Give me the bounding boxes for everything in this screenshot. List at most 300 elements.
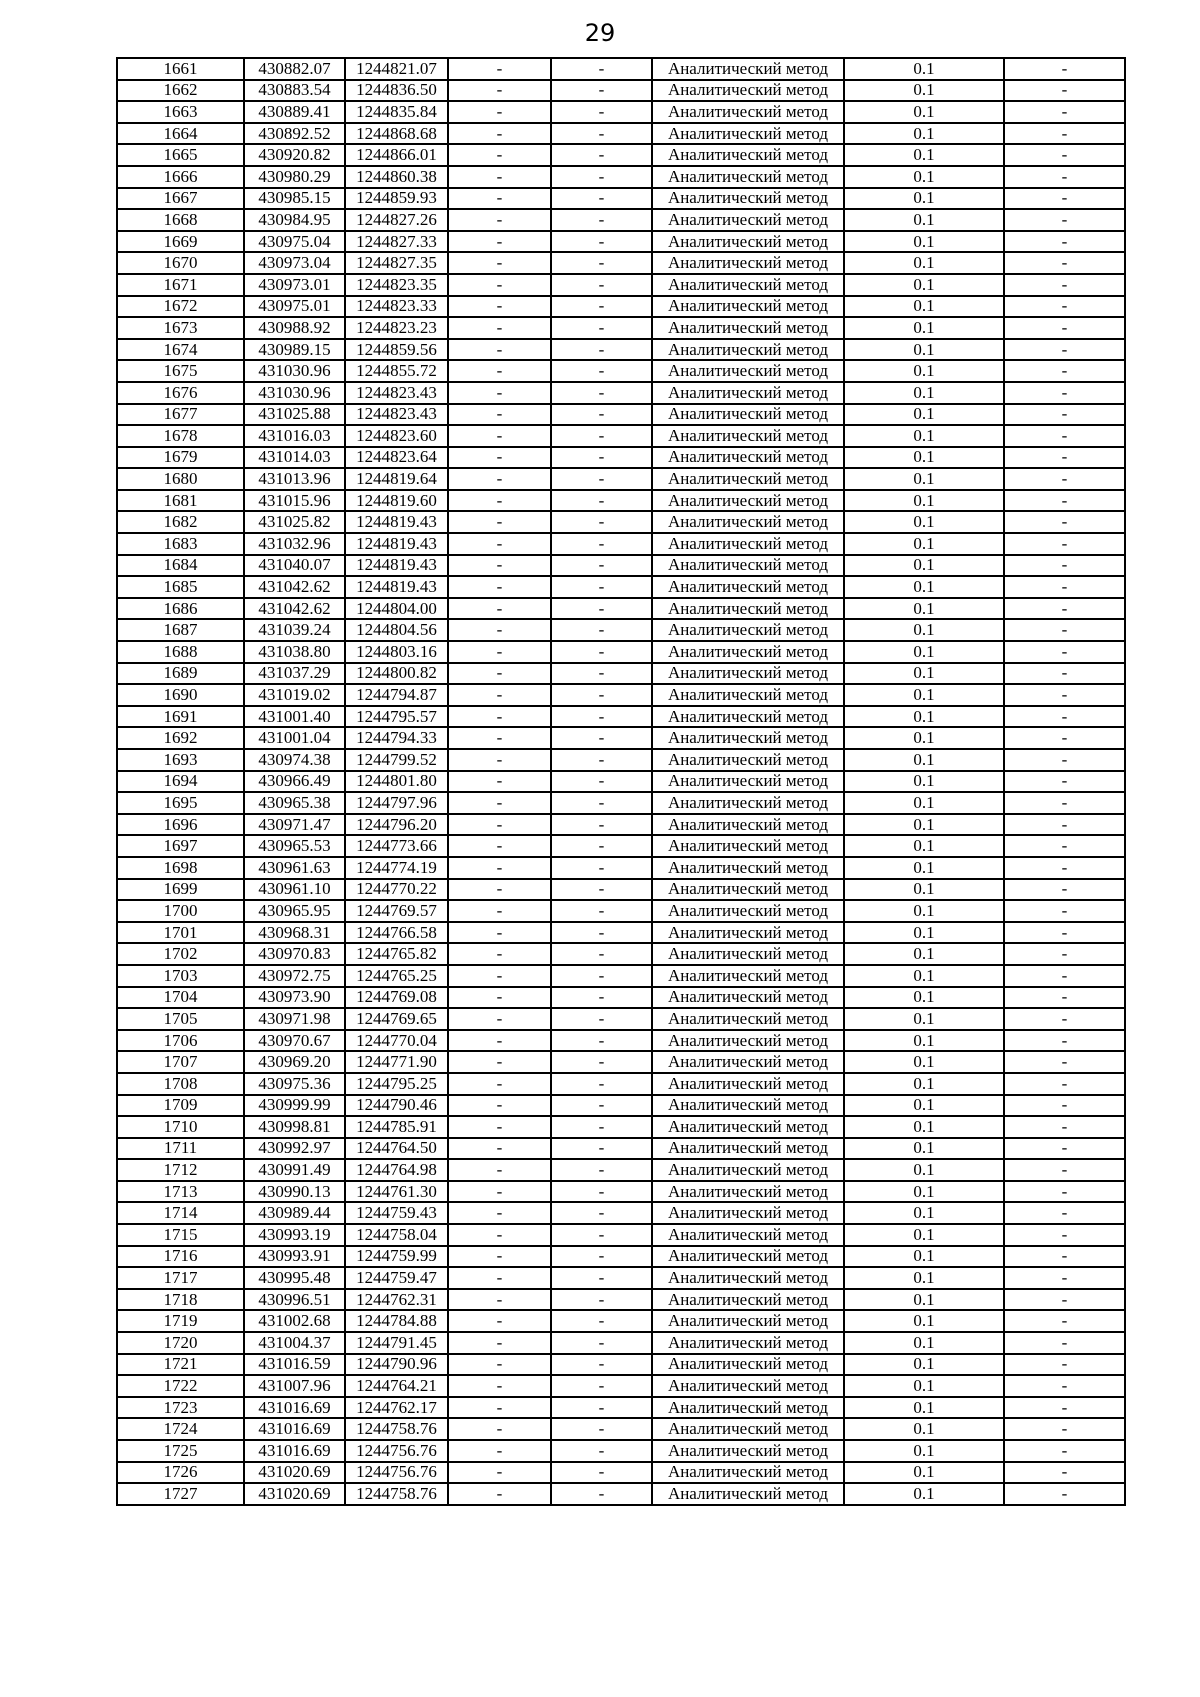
empty-value-cell: - — [1004, 1289, 1125, 1311]
table-row — [117, 1181, 1125, 1203]
empty-value-cell: - — [551, 360, 652, 382]
x-coordinate-cell: 430883.54 — [244, 80, 345, 102]
point-number-cell: 1664 — [117, 123, 244, 145]
y-coordinate-cell: 1244761.30 — [345, 1181, 448, 1203]
method-cell: Аналитический метод — [652, 1418, 844, 1440]
empty-value-cell: - — [1004, 1267, 1125, 1289]
y-coordinate-cell: 1244801.80 — [345, 771, 448, 793]
accuracy-cell: 0.1 — [844, 468, 1004, 490]
empty-value-cell: - — [448, 317, 551, 339]
empty-value-cell: - — [551, 857, 652, 879]
method-cell: Аналитический метод — [652, 490, 844, 512]
x-coordinate-cell: 430998.81 — [244, 1116, 345, 1138]
empty-value-cell: - — [551, 447, 652, 469]
y-coordinate-cell: 1244823.60 — [345, 425, 448, 447]
x-coordinate-cell: 430990.13 — [244, 1181, 345, 1203]
method-cell: Аналитический метод — [652, 684, 844, 706]
empty-value-cell: - — [1004, 684, 1125, 706]
empty-value-cell: - — [448, 360, 551, 382]
accuracy-cell: 0.1 — [844, 1332, 1004, 1354]
empty-value-cell: - — [1004, 879, 1125, 901]
method-cell: Аналитический метод — [652, 1095, 844, 1117]
method-cell: Аналитический метод — [652, 1030, 844, 1052]
empty-value-cell: - — [1004, 1181, 1125, 1203]
empty-value-cell: - — [551, 209, 652, 231]
accuracy-cell: 0.1 — [844, 1310, 1004, 1332]
x-coordinate-cell: 430984.95 — [244, 209, 345, 231]
x-coordinate-cell: 430973.90 — [244, 987, 345, 1009]
table-row — [117, 317, 1125, 339]
method-cell: Аналитический метод — [652, 1310, 844, 1332]
empty-value-cell: - — [448, 1397, 551, 1419]
y-coordinate-cell: 1244819.43 — [345, 511, 448, 533]
empty-value-cell: - — [448, 339, 551, 361]
empty-value-cell: - — [1004, 835, 1125, 857]
method-cell: Аналитический метод — [652, 576, 844, 598]
y-coordinate-cell: 1244819.43 — [345, 533, 448, 555]
table-row — [117, 684, 1125, 706]
empty-value-cell: - — [448, 619, 551, 641]
x-coordinate-cell: 431030.96 — [244, 382, 345, 404]
method-cell: Аналитический метод — [652, 80, 844, 102]
empty-value-cell: - — [1004, 1418, 1125, 1440]
y-coordinate-cell: 1244797.96 — [345, 792, 448, 814]
point-number-cell: 1714 — [117, 1202, 244, 1224]
point-number-cell: 1718 — [117, 1289, 244, 1311]
table-row — [117, 555, 1125, 577]
accuracy-cell: 0.1 — [844, 533, 1004, 555]
page-number: 29 — [584, 19, 616, 47]
point-number-cell: 1719 — [117, 1310, 244, 1332]
method-cell: Аналитический метод — [652, 339, 844, 361]
point-number-cell: 1689 — [117, 663, 244, 685]
empty-value-cell: - — [448, 684, 551, 706]
x-coordinate-cell: 431025.82 — [244, 511, 345, 533]
y-coordinate-cell: 1244758.04 — [345, 1224, 448, 1246]
accuracy-cell: 0.1 — [844, 404, 1004, 426]
table-row — [117, 576, 1125, 598]
method-cell: Аналитический метод — [652, 1224, 844, 1246]
empty-value-cell: - — [551, 166, 652, 188]
x-coordinate-cell: 430993.91 — [244, 1246, 345, 1268]
method-cell: Аналитический метод — [652, 231, 844, 253]
accuracy-cell: 0.1 — [844, 425, 1004, 447]
accuracy-cell: 0.1 — [844, 123, 1004, 145]
empty-value-cell: - — [448, 58, 551, 80]
method-cell: Аналитический метод — [652, 555, 844, 577]
accuracy-cell: 0.1 — [844, 231, 1004, 253]
y-coordinate-cell: 1244821.07 — [345, 58, 448, 80]
empty-value-cell: - — [1004, 1030, 1125, 1052]
y-coordinate-cell: 1244791.45 — [345, 1332, 448, 1354]
x-coordinate-cell: 431016.59 — [244, 1354, 345, 1376]
y-coordinate-cell: 1244819.43 — [345, 555, 448, 577]
point-number-cell: 1672 — [117, 296, 244, 318]
table-row — [117, 1354, 1125, 1376]
empty-value-cell: - — [551, 1202, 652, 1224]
y-coordinate-cell: 1244770.22 — [345, 879, 448, 901]
x-coordinate-cell: 430882.07 — [244, 58, 345, 80]
empty-value-cell: - — [448, 209, 551, 231]
table-row — [117, 101, 1125, 123]
empty-value-cell: - — [448, 188, 551, 210]
empty-value-cell: - — [1004, 296, 1125, 318]
empty-value-cell: - — [551, 706, 652, 728]
empty-value-cell: - — [448, 511, 551, 533]
empty-value-cell: - — [448, 576, 551, 598]
empty-value-cell: - — [1004, 1440, 1125, 1462]
method-cell: Аналитический метод — [652, 209, 844, 231]
y-coordinate-cell: 1244794.33 — [345, 727, 448, 749]
empty-value-cell: - — [448, 1440, 551, 1462]
empty-value-cell: - — [1004, 123, 1125, 145]
empty-value-cell: - — [551, 511, 652, 533]
empty-value-cell: - — [551, 1267, 652, 1289]
x-coordinate-cell: 430988.92 — [244, 317, 345, 339]
empty-value-cell: - — [448, 1289, 551, 1311]
accuracy-cell: 0.1 — [844, 987, 1004, 1009]
method-cell: Аналитический метод — [652, 1181, 844, 1203]
accuracy-cell: 0.1 — [844, 1138, 1004, 1160]
y-coordinate-cell: 1244794.87 — [345, 684, 448, 706]
table-row — [117, 1483, 1125, 1505]
point-number-cell: 1696 — [117, 814, 244, 836]
x-coordinate-cell: 430991.49 — [244, 1159, 345, 1181]
y-coordinate-cell: 1244827.35 — [345, 252, 448, 274]
point-number-cell: 1683 — [117, 533, 244, 555]
x-coordinate-cell: 431016.03 — [244, 425, 345, 447]
y-coordinate-cell: 1244764.50 — [345, 1138, 448, 1160]
accuracy-cell: 0.1 — [844, 1008, 1004, 1030]
empty-value-cell: - — [448, 900, 551, 922]
empty-value-cell: - — [551, 101, 652, 123]
empty-value-cell: - — [551, 1051, 652, 1073]
accuracy-cell: 0.1 — [844, 296, 1004, 318]
table-row — [117, 1267, 1125, 1289]
empty-value-cell: - — [551, 1224, 652, 1246]
x-coordinate-cell: 431020.69 — [244, 1483, 345, 1505]
y-coordinate-cell: 1244804.00 — [345, 598, 448, 620]
accuracy-cell: 0.1 — [844, 619, 1004, 641]
x-coordinate-cell: 431025.88 — [244, 404, 345, 426]
accuracy-cell: 0.1 — [844, 1116, 1004, 1138]
method-cell: Аналитический метод — [652, 771, 844, 793]
empty-value-cell: - — [448, 965, 551, 987]
empty-value-cell: - — [551, 1418, 652, 1440]
empty-value-cell: - — [448, 1030, 551, 1052]
method-cell: Аналитический метод — [652, 1440, 844, 1462]
point-number-cell: 1691 — [117, 706, 244, 728]
point-number-cell: 1682 — [117, 511, 244, 533]
y-coordinate-cell: 1244785.91 — [345, 1116, 448, 1138]
table-row — [117, 1138, 1125, 1160]
method-cell: Аналитический метод — [652, 835, 844, 857]
empty-value-cell: - — [1004, 663, 1125, 685]
x-coordinate-cell: 430969.20 — [244, 1051, 345, 1073]
y-coordinate-cell: 1244819.43 — [345, 576, 448, 598]
y-coordinate-cell: 1244795.25 — [345, 1073, 448, 1095]
table-row — [117, 1462, 1125, 1484]
empty-value-cell: - — [448, 749, 551, 771]
method-cell: Аналитический метод — [652, 1159, 844, 1181]
method-cell: Аналитический метод — [652, 663, 844, 685]
empty-value-cell: - — [1004, 166, 1125, 188]
empty-value-cell: - — [551, 1095, 652, 1117]
empty-value-cell: - — [551, 987, 652, 1009]
empty-value-cell: - — [448, 555, 551, 577]
empty-value-cell: - — [551, 663, 652, 685]
empty-value-cell: - — [448, 1332, 551, 1354]
x-coordinate-cell: 430989.44 — [244, 1202, 345, 1224]
empty-value-cell: - — [1004, 900, 1125, 922]
y-coordinate-cell: 1244866.01 — [345, 144, 448, 166]
empty-value-cell: - — [551, 1008, 652, 1030]
method-cell: Аналитический метод — [652, 188, 844, 210]
method-cell: Аналитический метод — [652, 1202, 844, 1224]
accuracy-cell: 0.1 — [844, 490, 1004, 512]
method-cell: Аналитический метод — [652, 101, 844, 123]
empty-value-cell: - — [1004, 576, 1125, 598]
x-coordinate-cell: 430965.38 — [244, 792, 345, 814]
empty-value-cell: - — [448, 1354, 551, 1376]
point-number-cell: 1688 — [117, 641, 244, 663]
table-row — [117, 1224, 1125, 1246]
empty-value-cell: - — [551, 684, 652, 706]
y-coordinate-cell: 1244823.23 — [345, 317, 448, 339]
empty-value-cell: - — [551, 922, 652, 944]
point-number-cell: 1673 — [117, 317, 244, 339]
empty-value-cell: - — [551, 1246, 652, 1268]
x-coordinate-cell: 431001.40 — [244, 706, 345, 728]
y-coordinate-cell: 1244765.25 — [345, 965, 448, 987]
method-cell: Аналитический метод — [652, 1246, 844, 1268]
empty-value-cell: - — [551, 598, 652, 620]
accuracy-cell: 0.1 — [844, 1051, 1004, 1073]
point-number-cell: 1725 — [117, 1440, 244, 1462]
empty-value-cell: - — [448, 1375, 551, 1397]
empty-value-cell: - — [1004, 425, 1125, 447]
method-cell: Аналитический метод — [652, 1483, 844, 1505]
empty-value-cell: - — [551, 1397, 652, 1419]
point-number-cell: 1669 — [117, 231, 244, 253]
empty-value-cell: - — [448, 296, 551, 318]
y-coordinate-cell: 1244804.56 — [345, 619, 448, 641]
empty-value-cell: - — [551, 1159, 652, 1181]
empty-value-cell: - — [448, 835, 551, 857]
point-number-cell: 1724 — [117, 1418, 244, 1440]
empty-value-cell: - — [448, 231, 551, 253]
x-coordinate-cell: 431030.96 — [244, 360, 345, 382]
x-coordinate-cell: 430980.29 — [244, 166, 345, 188]
accuracy-cell: 0.1 — [844, 1159, 1004, 1181]
empty-value-cell: - — [1004, 144, 1125, 166]
method-cell: Аналитический метод — [652, 641, 844, 663]
table-row — [117, 771, 1125, 793]
y-coordinate-cell: 1244868.68 — [345, 123, 448, 145]
y-coordinate-cell: 1244758.76 — [345, 1483, 448, 1505]
point-number-cell: 1667 — [117, 188, 244, 210]
empty-value-cell: - — [448, 663, 551, 685]
table-row — [117, 1397, 1125, 1419]
y-coordinate-cell: 1244790.46 — [345, 1095, 448, 1117]
empty-value-cell: - — [551, 1116, 652, 1138]
coordinates-table — [116, 57, 1126, 1506]
empty-value-cell: - — [448, 1116, 551, 1138]
empty-value-cell: - — [448, 1073, 551, 1095]
x-coordinate-cell: 430965.53 — [244, 835, 345, 857]
x-coordinate-cell: 430993.19 — [244, 1224, 345, 1246]
table-row — [117, 641, 1125, 663]
accuracy-cell: 0.1 — [844, 706, 1004, 728]
accuracy-cell: 0.1 — [844, 101, 1004, 123]
table-body — [117, 58, 1125, 1505]
method-cell: Аналитический метод — [652, 425, 844, 447]
empty-value-cell: - — [1004, 274, 1125, 296]
empty-value-cell: - — [551, 404, 652, 426]
table-row — [117, 425, 1125, 447]
method-cell: Аналитический метод — [652, 252, 844, 274]
empty-value-cell: - — [448, 1181, 551, 1203]
x-coordinate-cell: 431040.07 — [244, 555, 345, 577]
table-row — [117, 447, 1125, 469]
empty-value-cell: - — [551, 943, 652, 965]
empty-value-cell: - — [551, 771, 652, 793]
accuracy-cell: 0.1 — [844, 1418, 1004, 1440]
empty-value-cell: - — [1004, 533, 1125, 555]
method-cell: Аналитический метод — [652, 1332, 844, 1354]
point-number-cell: 1716 — [117, 1246, 244, 1268]
empty-value-cell: - — [1004, 339, 1125, 361]
y-coordinate-cell: 1244784.88 — [345, 1310, 448, 1332]
y-coordinate-cell: 1244836.50 — [345, 80, 448, 102]
point-number-cell: 1671 — [117, 274, 244, 296]
empty-value-cell: - — [1004, 1397, 1125, 1419]
empty-value-cell: - — [1004, 965, 1125, 987]
method-cell: Аналитический метод — [652, 1462, 844, 1484]
x-coordinate-cell: 430961.63 — [244, 857, 345, 879]
point-number-cell: 1668 — [117, 209, 244, 231]
point-number-cell: 1679 — [117, 447, 244, 469]
method-cell: Аналитический метод — [652, 1008, 844, 1030]
y-coordinate-cell: 1244803.16 — [345, 641, 448, 663]
y-coordinate-cell: 1244859.93 — [345, 188, 448, 210]
method-cell: Аналитический метод — [652, 360, 844, 382]
accuracy-cell: 0.1 — [844, 943, 1004, 965]
empty-value-cell: - — [448, 404, 551, 426]
accuracy-cell: 0.1 — [844, 792, 1004, 814]
empty-value-cell: - — [448, 490, 551, 512]
x-coordinate-cell: 430970.67 — [244, 1030, 345, 1052]
empty-value-cell: - — [448, 1483, 551, 1505]
x-coordinate-cell: 430889.41 — [244, 101, 345, 123]
empty-value-cell: - — [1004, 922, 1125, 944]
accuracy-cell: 0.1 — [844, 965, 1004, 987]
accuracy-cell: 0.1 — [844, 1267, 1004, 1289]
y-coordinate-cell: 1244759.47 — [345, 1267, 448, 1289]
point-number-cell: 1663 — [117, 101, 244, 123]
table-row — [117, 1418, 1125, 1440]
x-coordinate-cell: 430975.04 — [244, 231, 345, 253]
y-coordinate-cell: 1244769.65 — [345, 1008, 448, 1030]
point-number-cell: 1681 — [117, 490, 244, 512]
accuracy-cell: 0.1 — [844, 879, 1004, 901]
y-coordinate-cell: 1244756.76 — [345, 1440, 448, 1462]
accuracy-cell: 0.1 — [844, 857, 1004, 879]
x-coordinate-cell: 431042.62 — [244, 598, 345, 620]
table-row — [117, 1095, 1125, 1117]
y-coordinate-cell: 1244823.64 — [345, 447, 448, 469]
y-coordinate-cell: 1244819.60 — [345, 490, 448, 512]
table-row — [117, 296, 1125, 318]
y-coordinate-cell: 1244790.96 — [345, 1354, 448, 1376]
empty-value-cell: - — [448, 533, 551, 555]
empty-value-cell: - — [551, 835, 652, 857]
empty-value-cell: - — [1004, 468, 1125, 490]
empty-value-cell: - — [1004, 490, 1125, 512]
x-coordinate-cell: 430972.75 — [244, 965, 345, 987]
table-row — [117, 58, 1125, 80]
y-coordinate-cell: 1244764.98 — [345, 1159, 448, 1181]
accuracy-cell: 0.1 — [844, 382, 1004, 404]
empty-value-cell: - — [1004, 360, 1125, 382]
method-cell: Аналитический метод — [652, 814, 844, 836]
x-coordinate-cell: 430973.04 — [244, 252, 345, 274]
empty-value-cell: - — [1004, 1354, 1125, 1376]
empty-value-cell: - — [1004, 619, 1125, 641]
method-cell: Аналитический метод — [652, 58, 844, 80]
point-number-cell: 1675 — [117, 360, 244, 382]
empty-value-cell: - — [448, 1202, 551, 1224]
empty-value-cell: - — [1004, 1332, 1125, 1354]
empty-value-cell: - — [551, 296, 652, 318]
empty-value-cell: - — [448, 987, 551, 1009]
method-cell: Аналитический метод — [652, 857, 844, 879]
empty-value-cell: - — [1004, 1008, 1125, 1030]
empty-value-cell: - — [551, 188, 652, 210]
point-number-cell: 1693 — [117, 749, 244, 771]
y-coordinate-cell: 1244855.72 — [345, 360, 448, 382]
empty-value-cell: - — [1004, 555, 1125, 577]
point-number-cell: 1717 — [117, 1267, 244, 1289]
accuracy-cell: 0.1 — [844, 1224, 1004, 1246]
method-cell: Аналитический метод — [652, 727, 844, 749]
empty-value-cell: - — [448, 771, 551, 793]
table-row — [117, 1008, 1125, 1030]
empty-value-cell: - — [1004, 749, 1125, 771]
empty-value-cell: - — [551, 1310, 652, 1332]
empty-value-cell: - — [1004, 252, 1125, 274]
accuracy-cell: 0.1 — [844, 1483, 1004, 1505]
x-coordinate-cell: 431007.96 — [244, 1375, 345, 1397]
x-coordinate-cell: 430971.47 — [244, 814, 345, 836]
empty-value-cell: - — [448, 447, 551, 469]
empty-value-cell: - — [448, 641, 551, 663]
y-coordinate-cell: 1244795.57 — [345, 706, 448, 728]
table-row — [117, 1159, 1125, 1181]
empty-value-cell: - — [448, 727, 551, 749]
point-number-cell: 1701 — [117, 922, 244, 944]
empty-value-cell: - — [1004, 1116, 1125, 1138]
y-coordinate-cell: 1244762.31 — [345, 1289, 448, 1311]
x-coordinate-cell: 430992.97 — [244, 1138, 345, 1160]
empty-value-cell: - — [1004, 1202, 1125, 1224]
method-cell: Аналитический метод — [652, 468, 844, 490]
table-row — [117, 382, 1125, 404]
table-row — [117, 404, 1125, 426]
method-cell: Аналитический метод — [652, 879, 844, 901]
empty-value-cell: - — [1004, 814, 1125, 836]
accuracy-cell: 0.1 — [844, 1073, 1004, 1095]
